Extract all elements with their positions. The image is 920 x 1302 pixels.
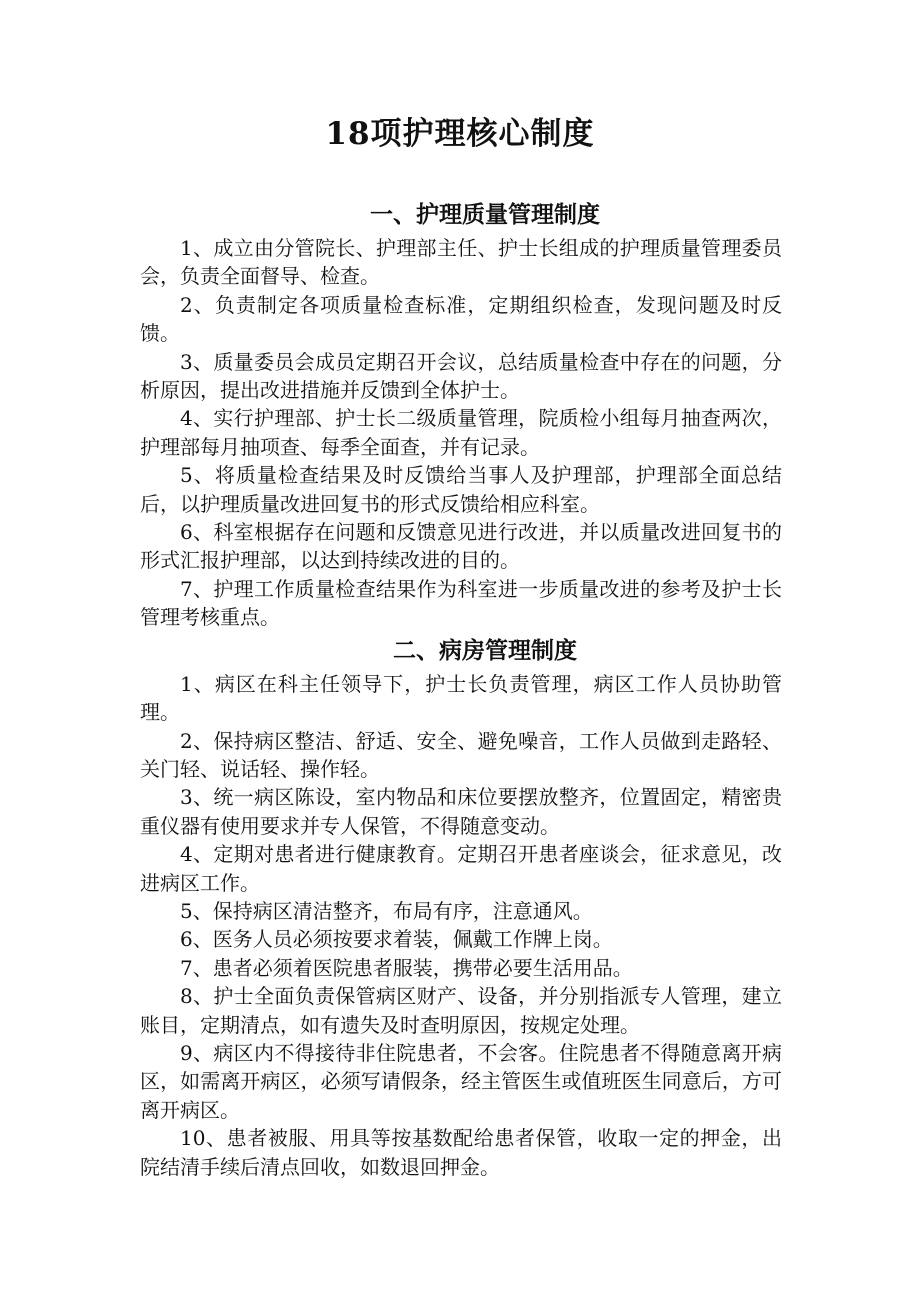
section-heading: 一、护理质量管理制度 [370, 201, 600, 228]
paragraph: 3、统一病区陈设，室内物品和床位要摆放整齐，位置固定，精密贵重仪器有使用要求并专人保管，不得随意变动。 [140, 785, 782, 838]
paragraph: 6、科室根据存在问题和反馈意见进行改进，并以质量改进回复书的形式汇报护理部，以达到持续改进的目的。 [140, 520, 782, 573]
paragraph: 10、患者被服、用具等按基数配给患者保管，收取一定的押金，出院结清手续后清点回收，如数退回押金。 [140, 1126, 782, 1179]
paragraph: 1、成立由分管院长、护理部主任、护士长组成的护理质量管理委员会，负责全面督导、检查。 [140, 236, 782, 289]
paragraph: 1、病区在科主任领导下，护士长负责管理，病区工作人员协助管理。 [140, 671, 782, 725]
document-body [140, 196, 782, 1181]
paragraph: 7、护理工作质量检查结果作为科室进一步质量改进的参考及护士长管理考核重点。 [140, 576, 782, 630]
paragraph: 8、护士全面负责保管病区财产、设备，并分别指派专人管理，建立账目，定期清点，如有遗失及时查明原因，按规定处理。 [140, 984, 782, 1037]
section-ward-management [140, 632, 782, 1181]
section-heading: 二、病房管理制度 [393, 636, 577, 664]
paragraph: 7、患者必须着医院患者服装，携带必要生活用品。 [180, 955, 633, 980]
paragraph: 5、保持病区清洁整齐，布局有序，注意通风。 [180, 898, 593, 923]
paragraph: 9、病区内不得接待非住院患者，不会客。住院患者不得随意离开病区，如需离开病区，必须写请假条，经主管医生或值班医生同意后，方可离开病区。 [140, 1040, 782, 1122]
section-quality-management [140, 196, 782, 632]
paragraph: 2、保持病区整洁、舒适、安全、避免噪音，工作人员做到走路轻、关门轻、说话轻、操作轻。 [140, 728, 782, 781]
document-title: 18项护理核心制度 [325, 116, 595, 152]
paragraph: 2、负责制定各项质量检查标准，定期组织检查，发现问题及时反馈。 [140, 292, 782, 346]
paragraph: 3、质量委员会成员定期召开会议，总结质量检查中存在的问题，分析原因，提出改进措施并反馈到全体护士。 [140, 349, 782, 403]
paragraph: 6、医务人员必须按要求着装，佩戴工作牌上岗。 [180, 927, 613, 952]
paragraph: 4、实行护理部、护士长二级质量管理，院质检小组每月抽查两次，护理部每月抽项查、每季全面查，并有记录。 [140, 406, 782, 459]
paragraph: 4、定期对患者进行健康教育。定期召开患者座谈会，征求意见，改进病区工作。 [140, 842, 782, 895]
paragraph: 5、将质量检查结果及时反馈给当事人及护理部，护理部全面总结后，以护理质量改进回复书的形式反馈给相应科室。 [140, 463, 782, 516]
